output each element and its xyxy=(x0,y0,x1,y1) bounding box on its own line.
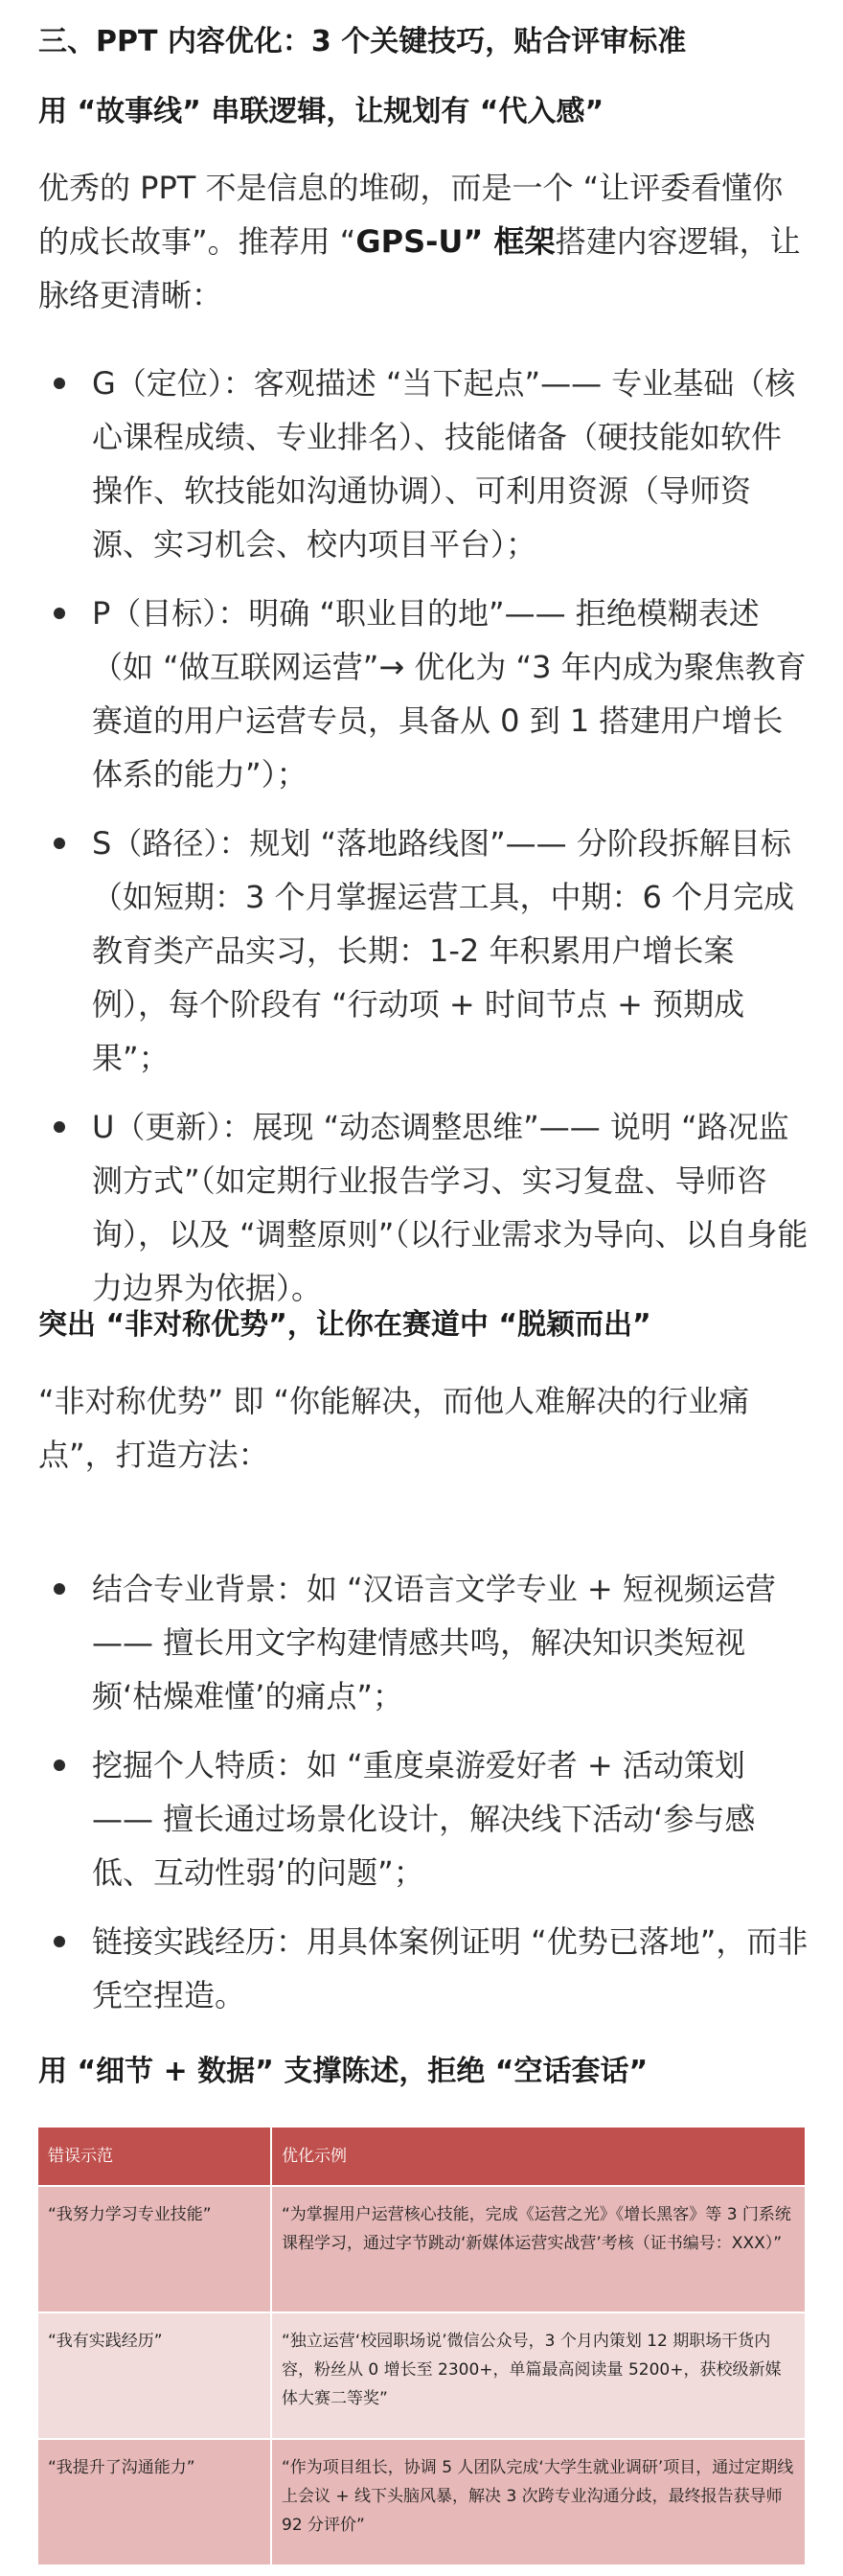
list-item xyxy=(0,356,843,571)
table-row xyxy=(38,2313,805,2440)
list-item-text: S（路径）：规划 “落地路线图”—— 分阶段拆解目标（如短期：3 个月掌握运营工具，中期：6 个月完成教育类产品实习，长期：1-2 年积累用户增长案例），每个阶段有 “行动项 + 时间节点 + 预期成果”； xyxy=(92,825,795,1076)
bullet-icon xyxy=(54,608,65,619)
comparison-table xyxy=(38,2128,805,2566)
wrong-example-cell: “我提升了沟通能力” xyxy=(38,2440,272,2566)
bullet-icon xyxy=(54,378,65,389)
header-optimized-example: 优化示例 xyxy=(272,2128,805,2187)
list-item-text: G（定位）：客观描述 “当下起点”—— 专业基础（核心课程成绩、专业排名）、技能储备（硬技能如软件操作、软技能如沟通协调）、可利用资源（导师资源、实习机会、校内项目平台）； xyxy=(92,365,796,563)
section-title: 三、PPT 内容优化：3 个关键技巧，贴合评审标准 xyxy=(38,25,687,58)
advantage-list xyxy=(0,1562,843,2022)
list-item xyxy=(0,1915,843,2022)
list-item xyxy=(0,586,843,801)
wrong-example-cell: “我努力学习专业技能” xyxy=(38,2187,272,2313)
list-item xyxy=(0,1100,843,1315)
wrong-example-cell: “我有实践经历” xyxy=(38,2313,272,2440)
list-item xyxy=(0,1562,843,1723)
s1-intro-bold: GPS-U” 框架 xyxy=(355,223,556,260)
bullet-icon xyxy=(54,1583,65,1595)
s1-intro-b: 搭建内容逻辑，让脉络更清晰： xyxy=(38,223,801,313)
s2-heading: 突出 “非对称优势”，让你在赛道中 “脱颖而出” xyxy=(38,1308,651,1342)
bullet-icon xyxy=(54,1936,65,1947)
bullet-icon xyxy=(54,1121,65,1133)
list-item-text: P（目标）：明确 “职业目的地”—— 拒绝模糊表述（如 “做互联网运营”→ 优化为 “3 年内成为聚焦教育赛道的用户运营专员，具备从 0 到 1 搭建用户增长体系的能力”）； xyxy=(92,595,807,793)
table-row xyxy=(38,2187,805,2313)
s1-heading: 用 “故事线” 串联逻辑，让规划有 “代入感” xyxy=(38,95,604,128)
s1-intro-a: 优秀的 PPT 不是信息的堆砌，而是一个 “让评委看懂你的成长故事”。推荐用 “ xyxy=(38,170,784,260)
gpsu-list xyxy=(0,356,843,1315)
bullet-icon xyxy=(54,838,65,849)
header-wrong-example: 错误示范 xyxy=(38,2128,272,2187)
table-header-row xyxy=(38,2128,805,2187)
optimized-example-cell: “独立运营‘校园职场说’微信公众号，3 个月内策划 12 期职场干货内容，粉丝从 0 增长至 2300+，单篇最高阅读量 5200+，获校级新媒体大赛二等奖” xyxy=(272,2313,805,2440)
s1-intro xyxy=(38,161,805,322)
s3-heading: 用 “细节 + 数据” 支撑陈述，拒绝 “空话套话” xyxy=(38,2055,649,2088)
optimized-example-cell: “为掌握用户运营核心技能，完成《运营之光》《增长黑客》等 3 门系统课程学习，通过字节跳动‘新媒体运营实战营’考核（证书编号：XXX）” xyxy=(272,2187,805,2313)
list-item-text: 挖掘个人特质：如 “重度桌游爱好者 + 活动策划 —— 擅长通过场景化设计，解决线下活动‘参与感低、互动性弱’的问题”； xyxy=(92,1747,756,1891)
s2-intro: “非对称优势” 即 “你能解决，而他人难解决的行业痛点”，打造方法： xyxy=(38,1383,750,1473)
list-item xyxy=(0,816,843,1085)
bullet-icon xyxy=(54,1760,65,1771)
optimized-example-cell: “作为项目组长，协调 5 人团队完成‘大学生就业调研’项目，通过定期线上会议 + 线下头脑风暴，解决 3 次跨专业沟通分歧，最终报告获导师 92 分评价” xyxy=(272,2440,805,2566)
list-item-text: 链接实践经历：用具体案例证明 “优势已落地”，而非凭空捏造。 xyxy=(92,1923,809,2013)
list-item-text: U（更新）：展现 “动态调整思维”—— 说明 “路况监测方式”（如定期行业报告学习、实习复盘、导师咨询），以及 “调整原则”（以行业需求为导向、以自身能力边界为依据）。 xyxy=(92,1109,809,1306)
table-row xyxy=(38,2440,805,2566)
list-item xyxy=(0,1738,843,1899)
list-item-text: 结合专业背景：如 “汉语言文学专业 + 短视频运营 —— 擅长用文字构建情感共鸣，解决知识类短视频‘枯燥难懂’的痛点”； xyxy=(92,1571,776,1714)
